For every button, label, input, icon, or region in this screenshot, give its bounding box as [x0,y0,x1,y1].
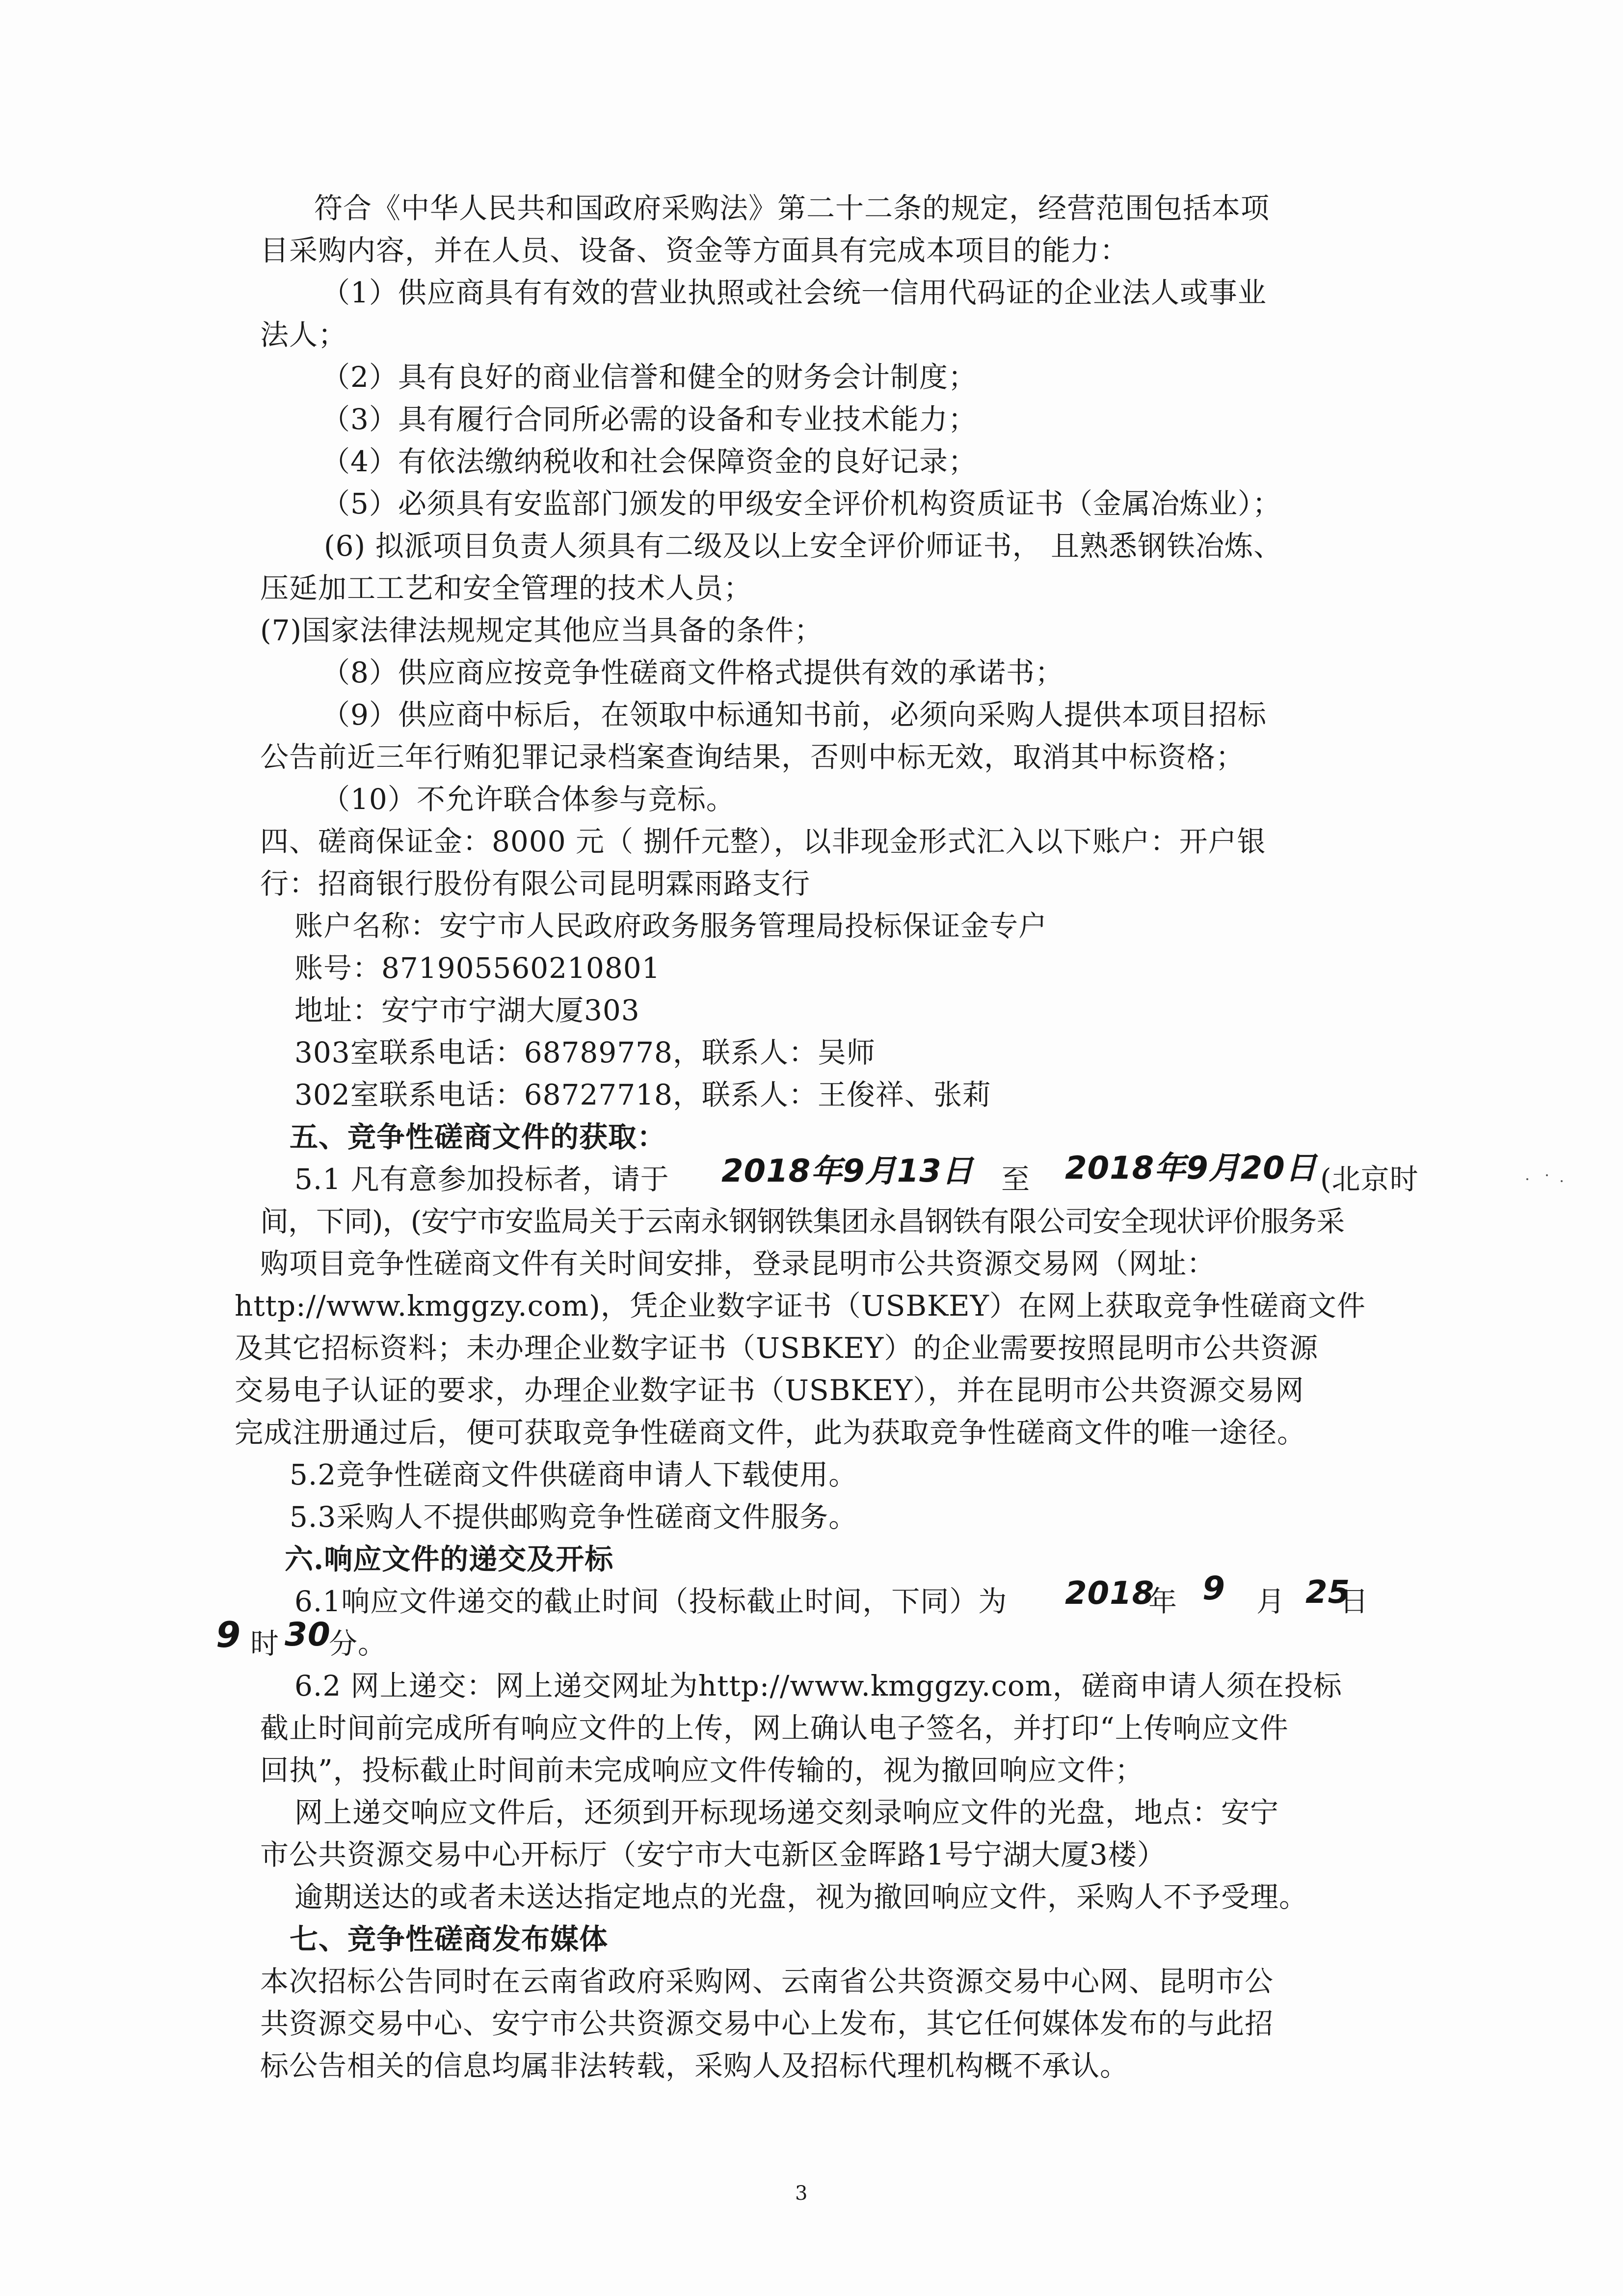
section6-2-line3: 回执”，投标截止时间前未完成响应文件传输的，视为撤回响应文件； [260,1754,1144,1787]
requirement-6-line2: 压延加工工艺和安全管理的技术人员； [260,571,753,605]
section5-1-prefix: 5.1 凡有意参加投标者，请于 [294,1162,669,1196]
requirement-9-line2: 公告前近三年行贿犯罪记录档案查询结果，否则中标无效，取消其中标资格； [260,740,1245,774]
section6-1-month-label: 月 [1256,1585,1286,1618]
section5-2: 5.2竞争性磋商文件供磋商申请人下载使用。 [290,1458,858,1491]
late-submission-notice: 逾期送达的或者未送达指定地点的光盘，视为撤回响应文件，采购人不予受理。 [294,1880,1308,1914]
requirement-9-line1: （9）供应商中标后，在领取中标通知书前，必须向采购人提供本项目招标 [321,698,1267,731]
scan-speck [1561,1180,1563,1182]
handwritten-end-date: 2018年9月20日 [1065,1150,1317,1187]
deposit-address: 地址：安宁市宁湖大厦303 [294,994,640,1027]
deposit-contact-303: 303室联系电话：68789778，联系人：吴师 [294,1036,876,1069]
section6-1-year-label: 年 [1148,1585,1178,1618]
disc-submission-line1: 网上递交响应文件后，还须到开标现场递交刻录响应文件的光盘，地点：安宁 [294,1796,1279,1829]
section5-1-line6: 交易电子认证的要求，办理企业数字证书（USBKEY），并在昆明市公共资源交易网 [235,1374,1304,1407]
section5-heading: 五、竞争性磋商文件的获取： [290,1120,666,1154]
deposit-line2: 行：招商银行股份有限公司昆明霖雨路支行 [260,867,811,900]
section5-1-line3: 购项目竞争性磋商文件有关时间安排，登录昆明市公共资源交易网（网址： [260,1247,1216,1280]
deposit-line1: 四、磋商保证金：8000 元（ 捌仟元整），以非现金形式汇入以下账户：开户银 [260,825,1266,858]
section6-2-line1: 6.2 网上递交：网上递交网址为http://www.kmggzy.com，磋商申请人须在投标 [294,1669,1342,1702]
section6-heading: 六.响应文件的递交及开标 [285,1542,614,1576]
section6-1-prefix: 6.1响应文件递交的截止时间（投标截止时间，下同）为 [294,1585,1008,1618]
scan-speck [1526,1178,1528,1180]
section7-line2: 共资源交易中心、安宁市公共资源交易中心上发布，其它任何媒体发布的与此招 [260,2007,1274,2040]
page-number: 3 [795,2182,808,2205]
handwritten-deadline-month: 9 [1202,1569,1225,1607]
section7-line1: 本次招标公告同时在云南省政府采购网、云南省公共资源交易中心网、昆明市公 [260,1965,1274,1998]
requirement-3: （3）具有履行合同所必需的设备和专业技术能力； [321,403,977,436]
section7-line3: 标公告相关的信息均属非法转载，采购人及招标代理机构概不承认。 [260,2049,1129,2082]
handwritten-deadline-hour: 9 [216,1614,241,1655]
requirement-7: (7)国家法律法规规定其他应当具备的条件； [260,614,824,647]
qualification-intro-line2: 目采购内容，并在人员、设备、资金等方面具有完成本项目的能力： [260,234,1129,267]
handwritten-start-date: 2018年9月13日 [721,1153,974,1189]
requirement-10: （10）不允许联合体参与竞标。 [321,783,735,816]
section5-1-to: 至 [1001,1162,1031,1196]
section5-3: 5.3采购人不提供邮购竞争性磋商文件服务。 [290,1500,858,1534]
deposit-contact-302: 302室联系电话：68727718，联系人：王俊祥、张莉 [294,1078,991,1111]
section6-1-minute-label: 分。 [329,1627,387,1660]
section5-1-line2: 间，下同)，(安宁市安监局关于云南永钢钢铁集团永昌钢铁有限公司安全现状评价服务采 [260,1205,1345,1238]
scan-speck [1546,1174,1548,1176]
requirement-6-line1: (6) 拟派项目负责人须具有二级及以上安全评价师证书， 且熟悉钢铁冶炼、 [324,529,1283,563]
section5-1-line5: 及其它招标资料；未办理企业数字证书（USBKEY）的企业需要按照昆明市公共资源 [235,1331,1319,1365]
requirement-1-line1: （1）供应商具有有效的营业执照或社会统一信用代码证的企业法人或事业 [321,276,1267,309]
section6-2-line2: 截止时间前完成所有响应文件的上传，网上确认电子签名，并打印“上传响应文件 [260,1711,1289,1745]
section5-1-suffix: (北京时 [1320,1162,1419,1196]
deposit-account-name: 账户名称：安宁市人民政府政务服务管理局投标保证金专户 [294,909,1048,943]
requirement-5: （5）必须具有安监部门颁发的甲级安全评价机构资质证书（金属冶炼业）； [321,487,1281,520]
section5-1-line4: http://www.kmggzy.com)，凭企业数字证书（USBKEY）在网上获取竞争性磋商文件 [235,1289,1366,1323]
handwritten-deadline-minute: 30 [285,1616,331,1653]
section6-1-hour-label: 时 [250,1627,280,1660]
deposit-account-number: 账号：871905560210801 [294,951,661,985]
section6-1-day-label: 日 [1340,1585,1369,1618]
requirement-8: （8）供应商应按竞争性磋商文件格式提供有效的承诺书； [321,656,1064,689]
disc-submission-line2: 市公共资源交易中心开标厅（安宁市大屯新区金晖路1号宁湖大厦3楼） [260,1838,1166,1871]
section7-heading: 七、竞争性磋商发布媒体 [290,1922,609,1956]
requirement-4: （4）有依法缴纳税收和社会保障资金的良好记录； [321,445,977,478]
qualification-intro-line1: 符合《中华人民共和国政府采购法》第二十二条的规定，经营范围包括本项 [314,191,1270,225]
handwritten-deadline-day: 25 [1305,1574,1351,1611]
requirement-1-line2: 法人； [260,318,347,351]
section5-1-line7: 完成注册通过后，便可获取竞争性磋商文件，此为获取竞争性磋商文件的唯一途径。 [235,1416,1306,1449]
handwritten-deadline-year: 2018 [1065,1575,1155,1612]
requirement-2: （2）具有良好的商业信誉和健全的财务会计制度； [321,360,977,394]
